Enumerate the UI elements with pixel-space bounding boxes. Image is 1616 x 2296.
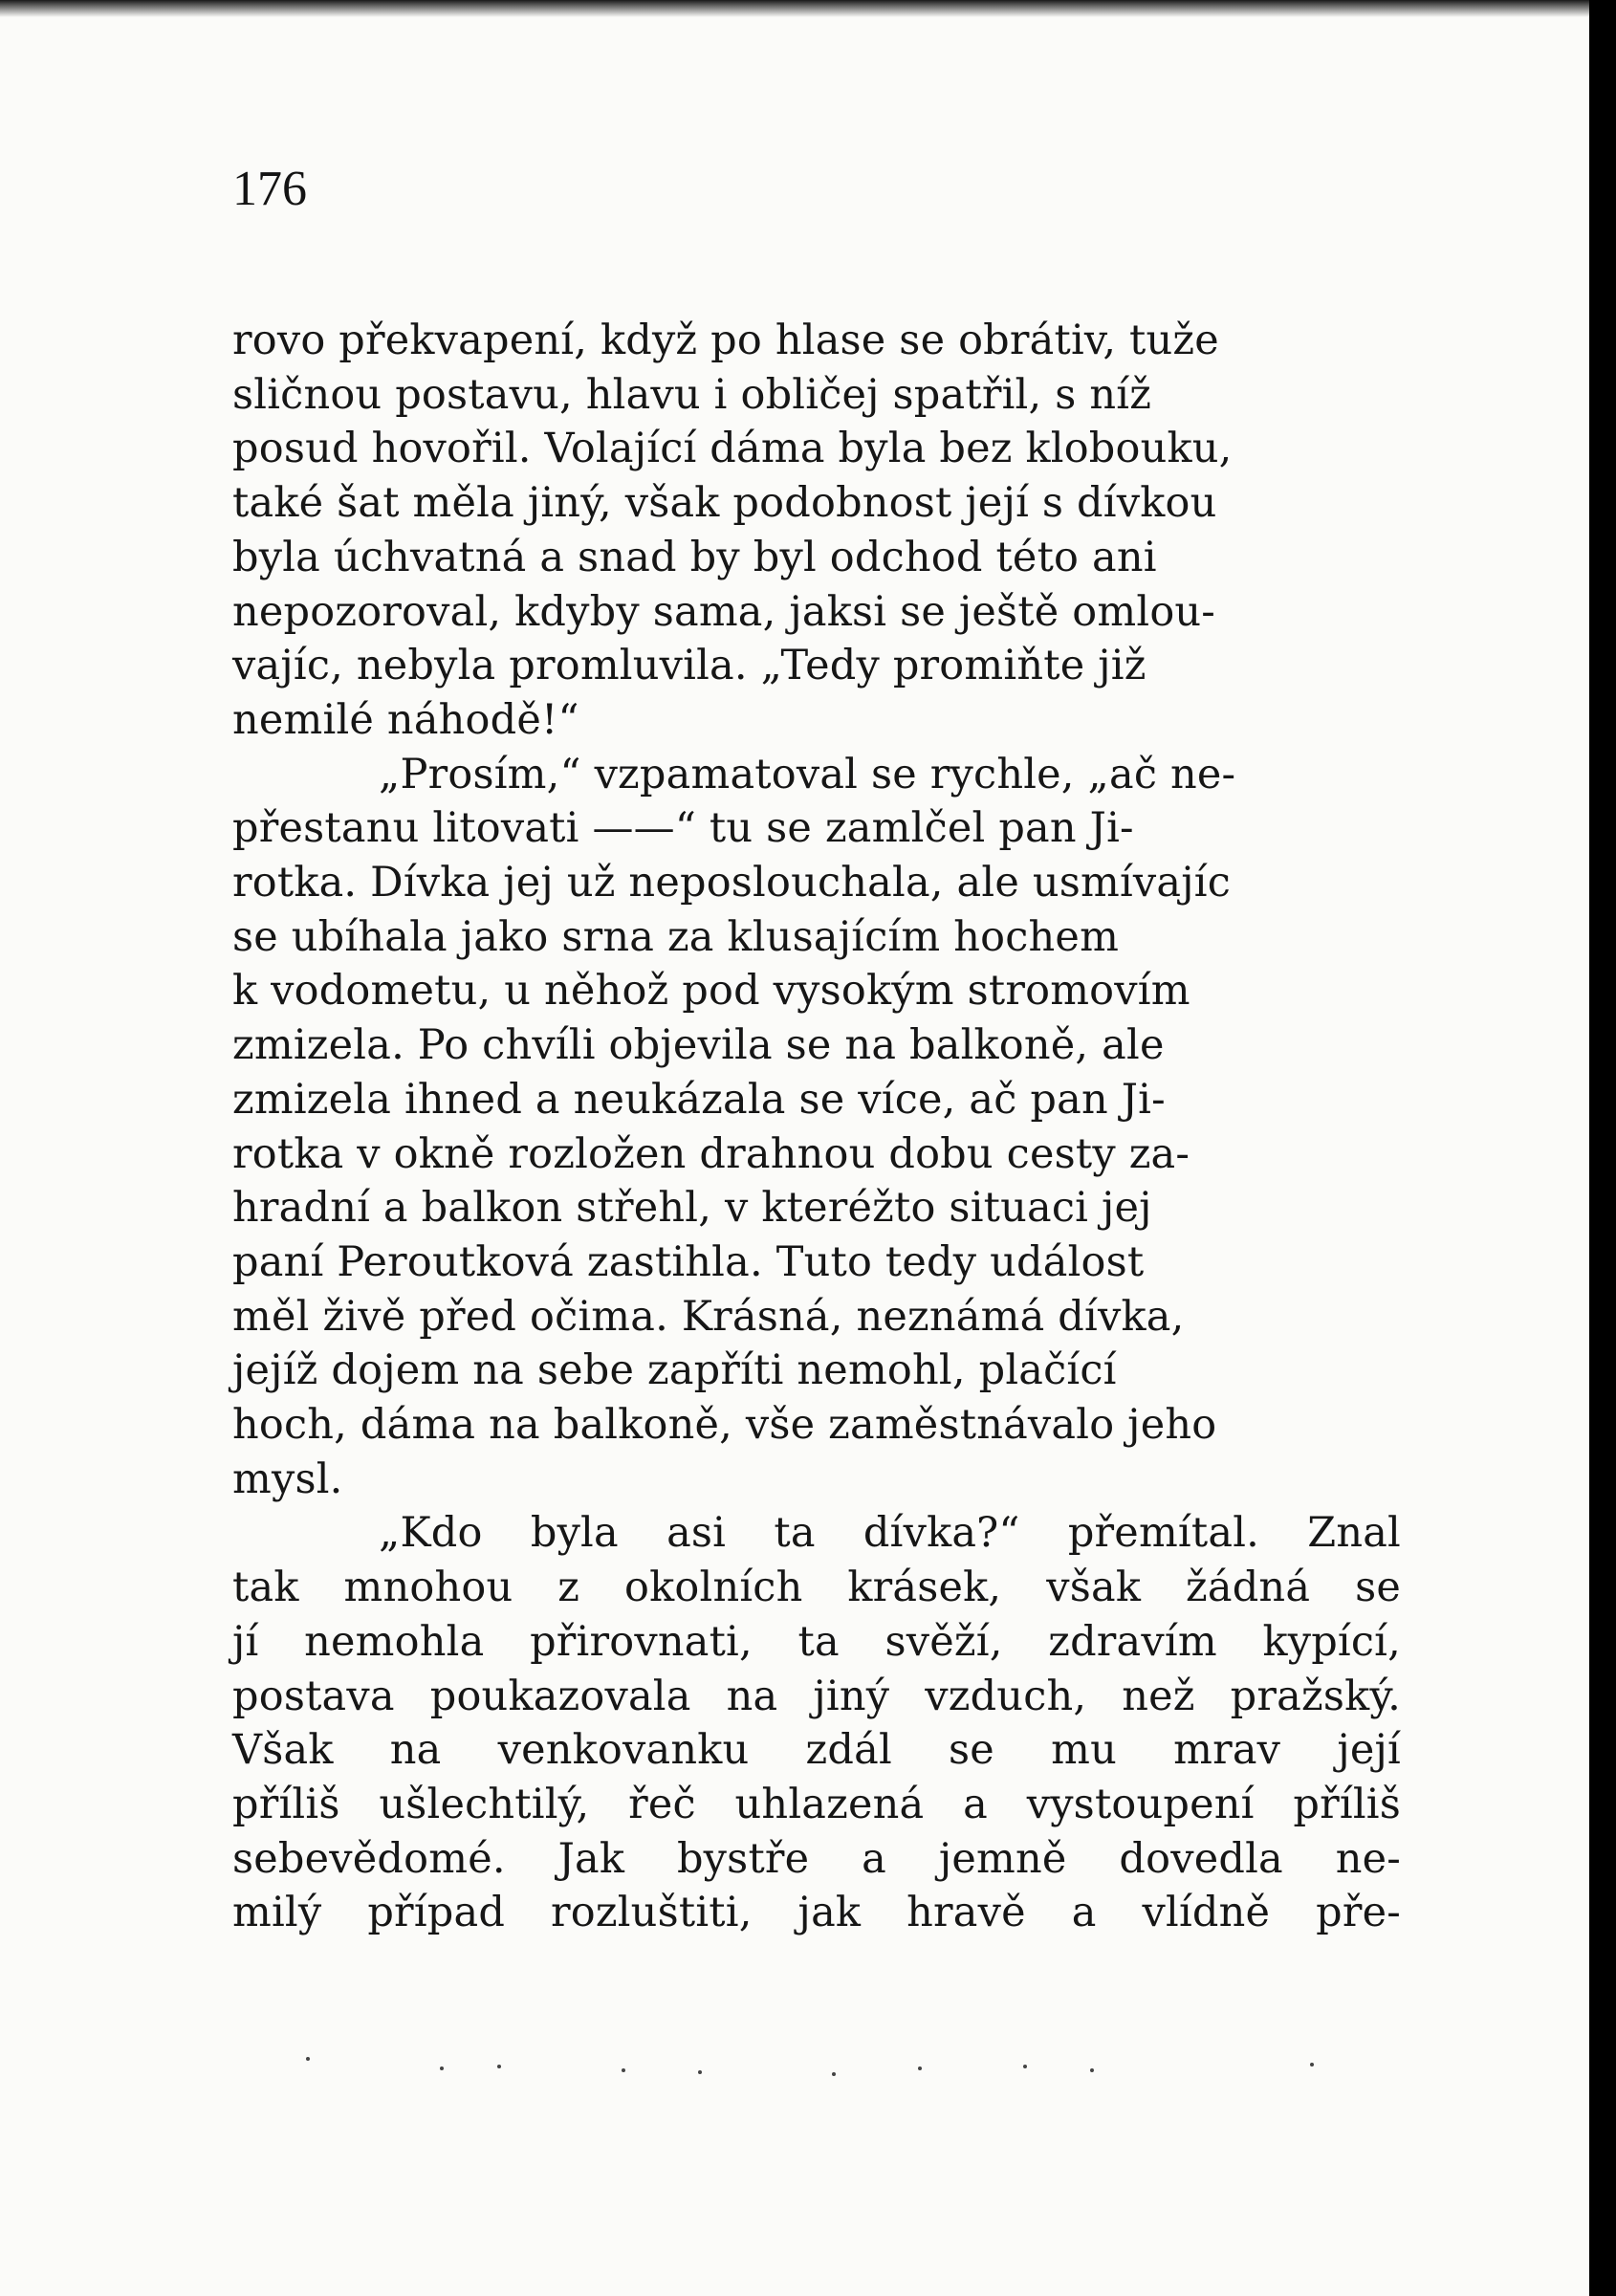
paragraph-1: rovo překvapení, když po hlase se obrátiv, tuže sličnou postavu, hlavu i obličej spatřil, s níž posud hovořil. Volající dáma byla bez klobouku, také šat měla jiný, však podobnost její s dívkou byla úchvatná a snad by byl odchod této ani nepozoroval, kdyby sama, jaksi se ještě omlou- vajíc, nebyla promluvila. „Tedy promiňte již nemilé náhodě!“ bbox=[232, 317, 1233, 744]
speck bbox=[622, 2068, 625, 2072]
print-specks bbox=[296, 2051, 1396, 2080]
speck bbox=[497, 2065, 501, 2068]
speck bbox=[440, 2066, 444, 2070]
scan-edge bbox=[1589, 0, 1616, 2296]
speck bbox=[832, 2072, 836, 2076]
speck bbox=[1310, 2063, 1314, 2066]
page-number: 176 bbox=[232, 162, 307, 216]
speck bbox=[698, 2070, 702, 2074]
speck bbox=[1090, 2068, 1094, 2072]
speck bbox=[918, 2066, 922, 2070]
body-text bbox=[232, 314, 1401, 1940]
speck bbox=[306, 2057, 310, 2061]
speck bbox=[1023, 2065, 1027, 2068]
paragraph-3: „Kdo byla asi ta dívka?“ přemítal. Znal tak mnohou z okolních krásek, však žádná se jí nemohla přirovnati, ta svěží, zdravím kypící, postava poukazovala na jiný vzduch, než pražský. Však na venkovanku zdál se mu mrav její příliš ušlechtilý, řeč uhlazená a vystoupení příliš sebevědomé. Jak bystře a jemně dovedla ne- milý případ rozluštiti, jak hravě a vlídně pře- bbox=[232, 1509, 1401, 1937]
paragraph-2: „Prosím,“ vzpamatoval se rychle, „ač ne- přestanu litovati ——“ tu se zamlčel pan Ji- rotka. Dívka jej už neposlouchala, ale usmívajíc se ubíhala jako srna za klusajícím hochem k vodometu, u něhož pod vysokým stromovím zmizela. Po chvíli objevila se na balkoně, ale zmizela ihned a neukázala se více, ač pan Ji- rotka v okně rozložen drahnou dobu cesty za- hradní a balkon střehl, v kteréžto situaci jej paní Peroutková zastihla. Tuto tedy událost měl živě před očima. Krásná, neznámá dívka, jejíž dojem na sebe zapříti nemohl, plačící hoch, dáma na balkoně, vše zaměstnávalo jeho mysl. bbox=[232, 750, 1236, 1503]
page-top-shadow bbox=[0, 0, 1589, 17]
